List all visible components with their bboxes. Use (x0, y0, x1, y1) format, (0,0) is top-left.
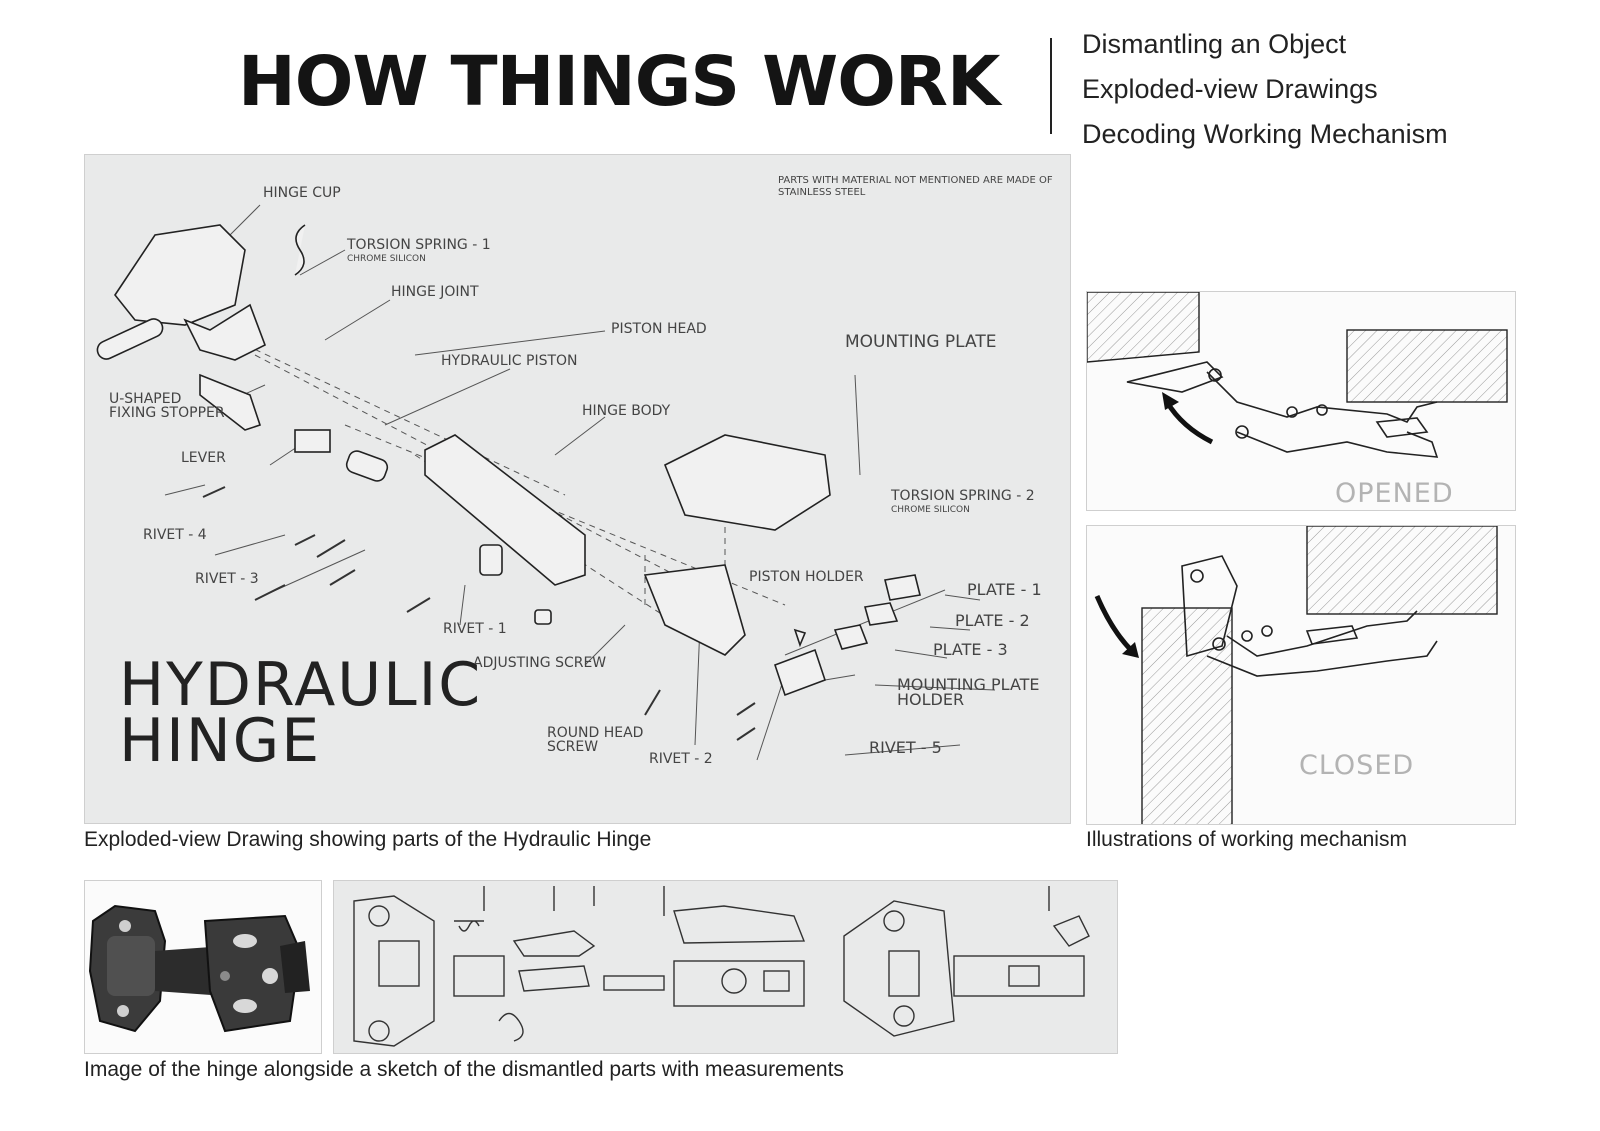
exploded-view-caption: Exploded-view Drawing showing parts of the Hydraulic Hinge (84, 828, 652, 851)
part-label: FIXING STOPPER (109, 405, 225, 421)
drawing-heading: HINGE (119, 706, 322, 776)
part-label: PLATE - 1 (967, 580, 1042, 599)
material-note: PARTS WITH MATERIAL NOT MENTIONED ARE MADE OF (778, 175, 1053, 186)
opened-sketch (1087, 292, 1516, 511)
part-material: CHROME SILICON (347, 254, 426, 264)
mechanism-caption: Illustrations of working mechanism (1086, 828, 1407, 851)
part-label: HINGE CUP (263, 185, 341, 201)
part-label: HINGE JOINT (391, 284, 479, 300)
part-label: LEVER (181, 450, 226, 466)
closed-illustration (1086, 525, 1516, 825)
motion-arrow (1097, 596, 1132, 651)
hinge-photo (84, 880, 322, 1054)
motion-arrow (1167, 402, 1212, 442)
part-label: RIVET - 5 (869, 738, 942, 757)
part-label: HINGE BODY (582, 403, 671, 419)
closed-sketch (1087, 526, 1516, 825)
door-panel (1087, 292, 1199, 362)
page-title: HOW THINGS WORK (238, 42, 1000, 122)
subtitle-item: Dismantling an Object (1082, 29, 1347, 59)
part-label: MOUNTING PLATE (897, 675, 1040, 694)
part-material: CHROME SILICON (891, 505, 970, 515)
header-divider (1050, 38, 1052, 134)
part-label: PLATE - 2 (955, 611, 1030, 630)
part-label: RIVET - 1 (443, 621, 507, 637)
part-label: MOUNTING PLATE (845, 332, 997, 352)
part-label: RIVET - 4 (143, 527, 207, 543)
exploded-view-drawing (84, 154, 1071, 824)
closed-label: CLOSED (1299, 750, 1415, 781)
door-panel (1142, 608, 1232, 825)
drawing-heading: HYDRAULIC (119, 650, 483, 720)
measurement-sketch (333, 880, 1118, 1054)
part-label: PLATE - 3 (933, 640, 1008, 659)
subtitle-list (1082, 22, 1448, 157)
part-label: RIVET - 2 (649, 751, 713, 767)
opened-illustration (1086, 291, 1516, 511)
cabinet-wall (1307, 526, 1497, 614)
part-label: SCREW (547, 739, 599, 755)
subtitle-item: Decoding Working Mechanism (1082, 119, 1448, 149)
measurement-sketch-render (334, 881, 1118, 1054)
opened-label: OPENED (1335, 478, 1454, 509)
part-label: U-SHAPED (109, 391, 182, 407)
part-label: HYDRAULIC PISTON (441, 353, 578, 369)
part-label: TORSION SPRING - 2 (891, 488, 1035, 504)
part-label: ROUND HEAD (547, 725, 644, 741)
part-label: TORSION SPRING - 1 (347, 237, 491, 253)
exploded-view-sketch (85, 155, 1071, 824)
subtitle-item: Exploded-view Drawings (1082, 74, 1378, 104)
part-label: HOLDER (897, 690, 965, 709)
hinge-photo-render (85, 881, 322, 1054)
part-label: RIVET - 3 (195, 571, 259, 587)
part-label: PISTON HOLDER (749, 569, 864, 585)
photos-caption: Image of the hinge alongside a sketch of the dismantled parts with measurements (84, 1058, 844, 1081)
cabinet-wall (1347, 330, 1507, 402)
part-label: ADJUSTING SCREW (473, 655, 607, 671)
material-note: STAINLESS STEEL (778, 187, 866, 198)
part-label: PISTON HEAD (611, 321, 707, 337)
